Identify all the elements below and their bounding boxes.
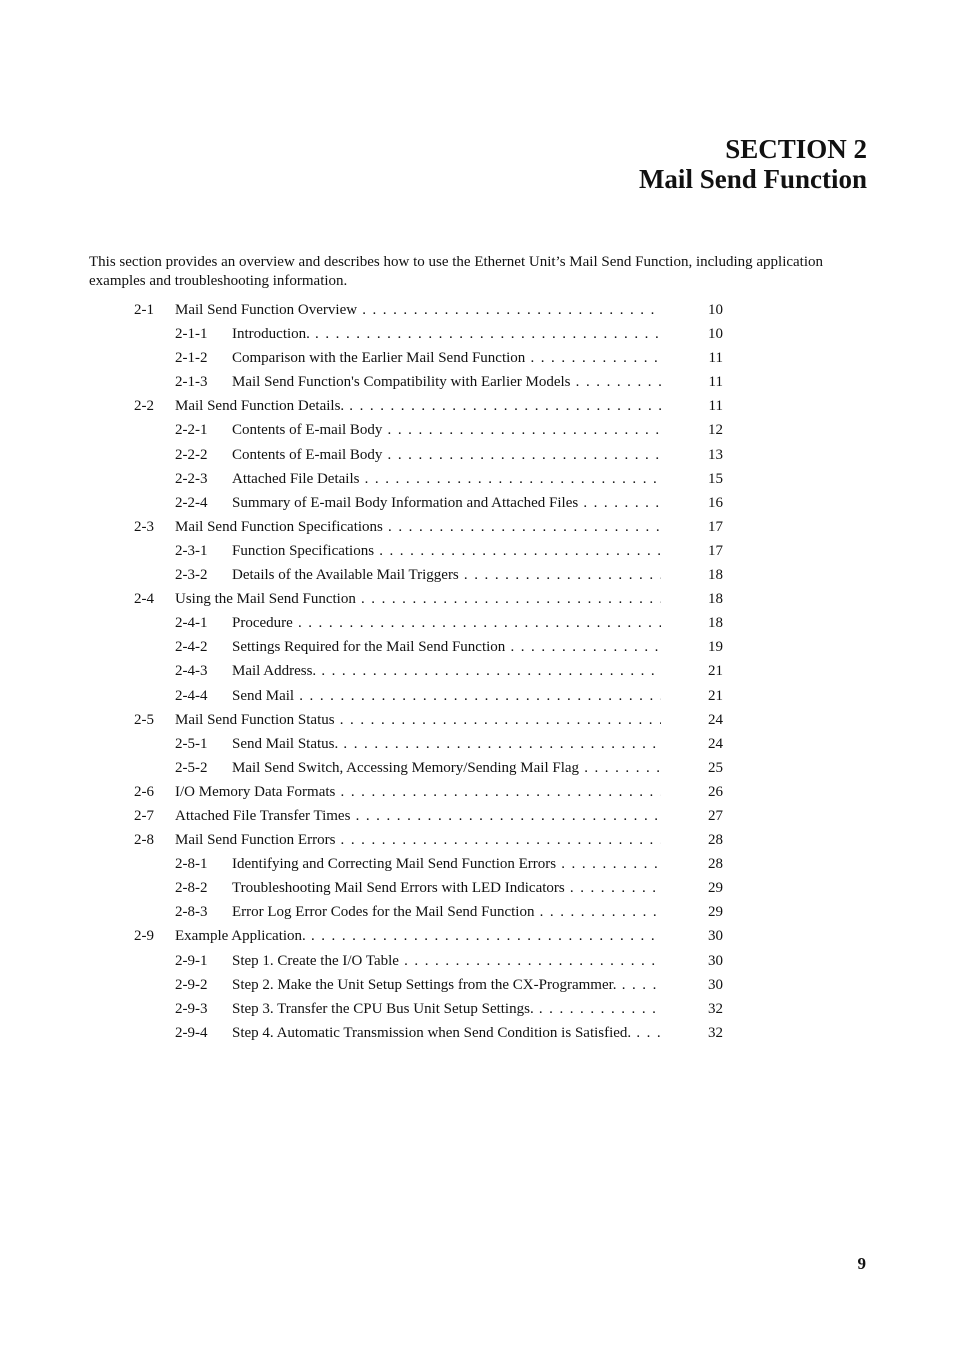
toc-entry-number: 2-3 <box>134 518 154 535</box>
toc-entry-number: 2-4-1 <box>175 615 208 632</box>
toc-entry-number: 2-4-4 <box>175 687 208 704</box>
toc-entry-title: Contents of E-mail Body . . . <box>232 420 661 440</box>
toc-entry-title: Error Log Error Codes for the Mail Send Function . . . <box>232 902 661 922</box>
toc-section-entry[interactable] <box>0 926 954 950</box>
toc-entry-page: 18 <box>708 591 723 608</box>
toc-entry-title: Identifying and Correcting Mail Send Function Errors . . . <box>232 854 661 874</box>
toc-entry-title: Send Mail . . . <box>232 686 661 706</box>
toc-entry-page: 16 <box>708 494 723 511</box>
toc-subsection-entry[interactable] <box>0 445 954 469</box>
toc-entry-page: 11 <box>708 350 723 367</box>
toc-entry-title: Summary of E-mail Body Information and Attached Files . . . <box>232 493 661 513</box>
toc-entry-title: Example Application. . . . <box>175 926 661 946</box>
toc-entry-title: Mail Send Function's Compatibility with Earlier Models . . . <box>232 372 661 392</box>
toc-entry-number: 2-2 <box>134 398 154 415</box>
toc-entry-page: 32 <box>708 1000 723 1017</box>
toc-subsection-entry[interactable] <box>0 854 954 878</box>
toc-entry-page: 24 <box>708 711 723 728</box>
toc-subsection-entry[interactable] <box>0 878 954 902</box>
toc-entry-title: Introduction. . . . <box>232 324 661 344</box>
toc-entry-number: 2-2-1 <box>175 422 208 439</box>
toc-entry-number: 2-8-2 <box>175 880 208 897</box>
toc-entry-title: Settings Required for the Mail Send Function . . . <box>232 637 661 657</box>
toc-section-entry[interactable] <box>0 782 954 806</box>
toc-section-entry[interactable] <box>0 396 954 420</box>
toc-entry-page: 10 <box>708 302 723 318</box>
toc-entry-page: 19 <box>708 639 723 656</box>
toc-subsection-entry[interactable] <box>0 372 954 396</box>
toc-entry-page: 17 <box>708 518 723 535</box>
toc-entry-number: 2-8-1 <box>175 856 208 873</box>
toc-entry-number: 2-9-4 <box>175 1024 208 1041</box>
toc-entry-title: Mail Send Function Status . . . <box>175 710 661 730</box>
toc-entry-page: 11 <box>708 398 723 415</box>
toc-entry-number: 2-2-2 <box>175 446 208 463</box>
toc-entry-title: Using the Mail Send Function . . . <box>175 589 661 609</box>
toc-entry-page: 15 <box>708 470 723 487</box>
toc-entry-page: 26 <box>708 783 723 800</box>
toc-entry-number: 2-9 <box>134 928 154 945</box>
toc-entry-number: 2-7 <box>134 807 154 824</box>
toc-entry-title: Function Specifications . . . <box>232 541 661 561</box>
toc-entry-page: 25 <box>708 759 723 776</box>
toc-entry-page: 21 <box>708 663 723 680</box>
toc-entry-page: 17 <box>708 542 723 559</box>
toc-subsection-entry[interactable] <box>0 324 954 348</box>
section-title: Mail Send Function <box>638 164 867 194</box>
toc-subsection-entry[interactable] <box>0 661 954 685</box>
toc-entry-page: 28 <box>708 832 723 849</box>
toc-entry-number: 2-2-4 <box>175 494 208 511</box>
toc-entry-title: Mail Send Function Details. . . . <box>175 396 661 416</box>
toc-section-entry[interactable] <box>0 806 954 830</box>
toc-entry-number: 2-3-2 <box>175 567 208 584</box>
table-of-contents <box>0 300 954 1047</box>
toc-entry-title: Step 3. Transfer the CPU Bus Unit Setup Settings. . . . <box>232 999 661 1019</box>
toc-entry-number: 2-8 <box>134 832 154 849</box>
toc-entry-number: 2-9-2 <box>175 976 208 993</box>
toc-entry-title: Mail Send Function Specifications . . . <box>175 517 661 537</box>
toc-subsection-entry[interactable] <box>0 951 954 975</box>
toc-entry-number: 2-1-2 <box>175 350 208 367</box>
toc-entry-number: 2-2-3 <box>175 470 208 487</box>
toc-subsection-entry[interactable] <box>0 734 954 758</box>
toc-subsection-entry[interactable] <box>0 1023 954 1047</box>
toc-entry-page: 13 <box>708 446 723 463</box>
toc-subsection-entry[interactable] <box>0 999 954 1023</box>
toc-entry-number: 2-3-1 <box>175 542 208 559</box>
toc-entry-title: Comparison with the Earlier Mail Send Function . . . <box>232 348 661 368</box>
toc-entry-title: Mail Address. . . . <box>232 661 661 681</box>
toc-entry-title: Mail Send Switch, Accessing Memory/Sending Mail Flag . . . <box>232 758 661 778</box>
toc-entry-page: 10 <box>708 326 723 343</box>
toc-entry-page: 27 <box>708 807 723 824</box>
toc-section-entry[interactable] <box>0 710 954 734</box>
section-number: SECTION 2 <box>725 134 867 164</box>
toc-entry-title: Send Mail Status. . . . <box>232 734 661 754</box>
toc-entry-page: 24 <box>708 735 723 752</box>
toc-entry-title: Attached File Transfer Times . . . <box>175 806 661 826</box>
toc-entry-title: Attached File Details . . . <box>232 469 661 489</box>
toc-entry-number: 2-1-1 <box>175 326 208 343</box>
toc-entry-page: 18 <box>708 615 723 632</box>
toc-entry-number: 2-5 <box>134 711 154 728</box>
toc-section-entry[interactable] <box>0 300 954 324</box>
toc-entry-title: Details of the Available Mail Triggers . . . <box>232 565 661 585</box>
toc-subsection-entry[interactable] <box>0 637 954 661</box>
toc-entry-page: 29 <box>708 904 723 921</box>
toc-entry-title: I/O Memory Data Formats . . . <box>175 782 661 802</box>
toc-entry-number: 2-9-1 <box>175 952 208 969</box>
toc-entry-title: Procedure . . . <box>232 613 661 633</box>
toc-entry-title: Step 1. Create the I/O Table . . . <box>232 951 661 971</box>
toc-entry-page: 30 <box>708 952 723 969</box>
toc-entry-page: 21 <box>708 687 723 704</box>
toc-subsection-entry[interactable] <box>0 420 954 444</box>
toc-entry-number: 2-4-3 <box>175 663 208 680</box>
toc-entry-number: 2-6 <box>134 783 154 800</box>
toc-subsection-entry[interactable] <box>0 493 954 517</box>
toc-subsection-entry[interactable] <box>0 613 954 637</box>
toc-entry-page: 18 <box>708 567 723 584</box>
toc-subsection-entry[interactable] <box>0 902 954 926</box>
toc-entry-number: 2-4 <box>134 591 154 608</box>
toc-entry-page: 11 <box>708 374 723 391</box>
toc-subsection-entry[interactable] <box>0 975 954 999</box>
toc-entry-page: 32 <box>708 1024 723 1041</box>
toc-entry-title: Step 2. Make the Unit Setup Settings from the CX-Programmer. . . . <box>232 975 661 995</box>
section-intro: This section provides an overview and describes how to use the Ethernet Unit’s Mail Send Function, including application examples and troubleshooting information. <box>89 254 824 289</box>
toc-section-entry[interactable] <box>0 589 954 613</box>
toc-entry-number: 2-1-3 <box>175 374 208 391</box>
toc-entry-number: 2-1 <box>134 302 154 318</box>
toc-entry-title: Contents of E-mail Body . . . <box>232 445 661 465</box>
toc-subsection-entry[interactable] <box>0 565 954 589</box>
toc-entry-number: 2-5-1 <box>175 735 208 752</box>
toc-entry-page: 30 <box>708 928 723 945</box>
toc-entry-title: Step 4. Automatic Transmission when Send Condition is Satisfied. . . . <box>232 1023 661 1043</box>
toc-entry-title: Mail Send Function Overview . . . <box>175 300 661 320</box>
toc-entry-number: 2-4-2 <box>175 639 208 656</box>
toc-entry-title: Mail Send Function Errors . . . <box>175 830 661 850</box>
toc-entry-number: 2-8-3 <box>175 904 208 921</box>
toc-subsection-entry[interactable] <box>0 758 954 782</box>
toc-entry-page: 12 <box>708 422 723 439</box>
toc-entry-title: Troubleshooting Mail Send Errors with LED Indicators . . . <box>232 878 661 898</box>
toc-subsection-entry[interactable] <box>0 686 954 710</box>
toc-subsection-entry[interactable] <box>0 348 954 372</box>
toc-subsection-entry[interactable] <box>0 469 954 493</box>
toc-entry-number: 2-5-2 <box>175 759 208 776</box>
toc-section-entry[interactable] <box>0 517 954 541</box>
toc-entry-page: 30 <box>708 976 723 993</box>
toc-section-entry[interactable] <box>0 830 954 854</box>
section-heading <box>639 134 867 194</box>
toc-entry-page: 29 <box>708 880 723 897</box>
toc-subsection-entry[interactable] <box>0 541 954 565</box>
toc-entry-number: 2-9-3 <box>175 1000 208 1017</box>
toc-entry-page: 28 <box>708 856 723 873</box>
page-number: 9 <box>857 1254 866 1273</box>
